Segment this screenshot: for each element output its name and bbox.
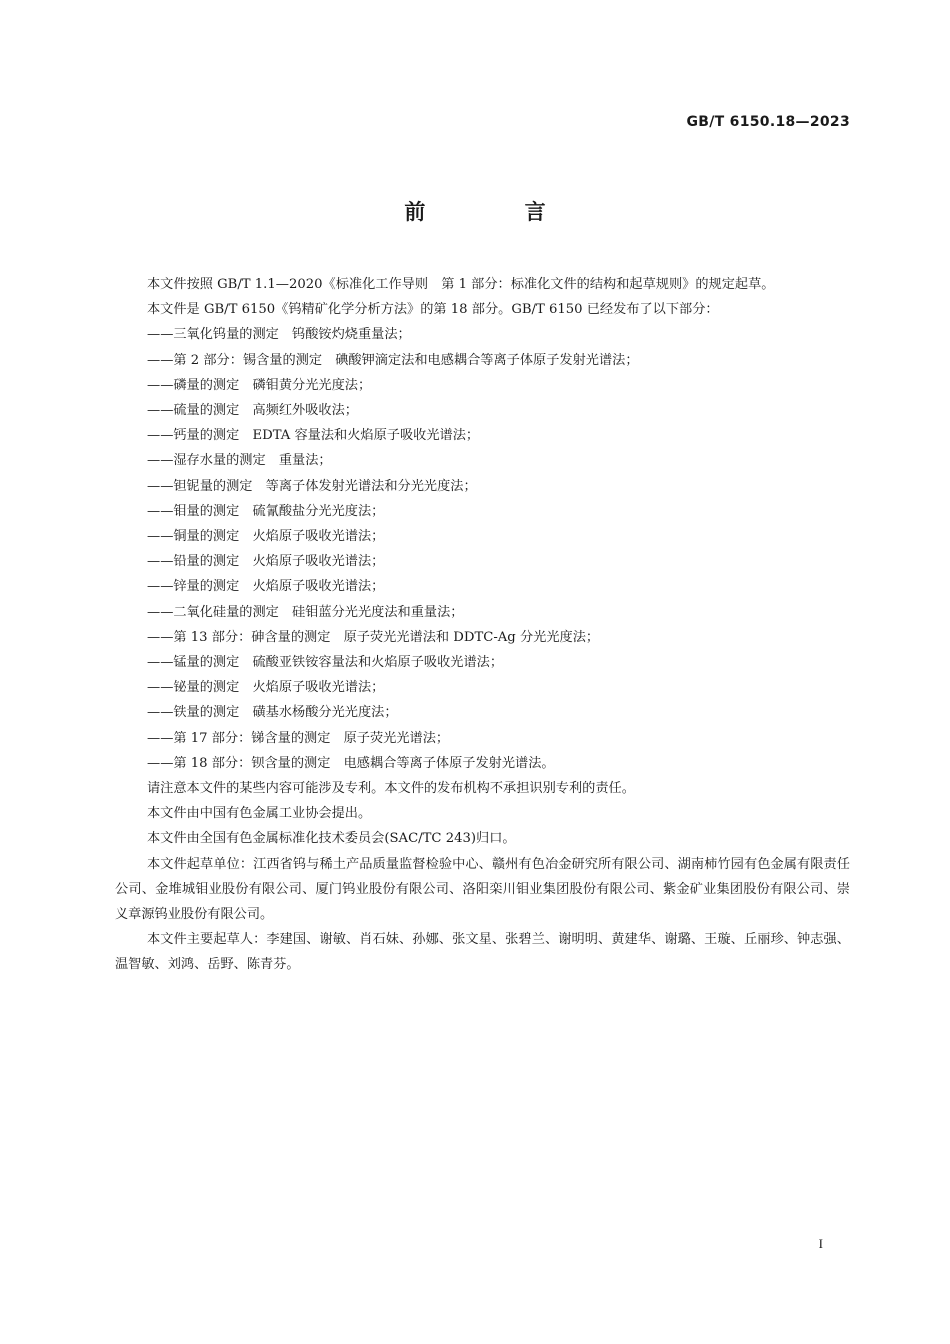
intro-paragraph: 本文件是 GB/T 6150《钨精矿化学分析方法》的第 18 部分。GB/T 6150 已经发布了以下部分： [147,302,719,318]
committee-statement: 本文件由全国有色金属标准化技术委员会(SAC/TC 243)归口。 [147,831,516,847]
part-list-item: ——三氧化钨量的测定 钨酸铵灼烧重量法； [147,327,411,343]
part-list-item: ——二氧化硅量的测定 硅钼蓝分光光度法和重量法； [147,604,464,620]
part-list-item: ——铁量的测定 磺基水杨酸分光光度法； [147,705,398,721]
proposer-statement: 本文件由中国有色金属工业协会提出。 [147,806,372,822]
part-list-item: ——锰量的测定 硫酸亚铁铵容量法和火焰原子吸收光谱法； [147,655,504,671]
part-list-item: ——硫量的测定 高频红外吸收法； [147,403,358,419]
part-list-item: ——第 2 部分：锡含量的测定 碘酸钾滴定法和电感耦合等离子体原子发射光谱法； [147,352,639,368]
part-list-item: ——钼量的测定 硫氰酸盐分光光度法； [147,503,385,519]
page-number: I [818,1236,823,1251]
part-list-item: ——铋量的测定 火焰原子吸收光谱法； [147,680,385,696]
main-drafters: 本文件主要起草人：李建国、谢敏、肖石妹、孙娜、张文星、张碧兰、谢明明、黄建华、谢璐、王璇、丘丽珍、钟志强、温智敏、刘鸿、岳野、陈青芬。 [115,932,850,973]
part-list-item: ——铅量的测定 火焰原子吸收光谱法； [147,554,385,570]
drafting-units: 本文件起草单位：江西省钨与稀土产品质量监督检验中心、赣州有色冶金研究所有限公司、湖南柿竹园有色金属有限责任公司、金堆城钼业股份有限公司、厦门钨业股份有限公司、洛阳栾川钼业集团股份有限公司、紫金矿业集团股份有限公司、崇义章源钨业股份有限公司。 [115,856,850,923]
part-list-item: ——第 13 部分：砷含量的测定 原子荧光光谱法和 DDTC-Ag 分光光度法； [147,629,600,645]
part-list-item: ——钽铌量的测定 等离子体发射光谱法和分光光度法； [147,478,477,494]
part-list-item: ——锌量的测定 火焰原子吸收光谱法； [147,579,385,595]
part-list-item: ——湿存水量的测定 重量法； [147,453,332,469]
foreword-body [115,272,850,978]
standard-code: GB/T 6150.18—2023 [686,114,850,130]
part-list-item: ——第 18 部分：钡含量的测定 电感耦合等离子体原子发射光谱法。 [147,755,555,771]
part-list-item: ——磷量的测定 磷钼黄分光光度法； [147,377,372,393]
part-list-item: ——钙量的测定 EDTA 容量法和火焰原子吸收光谱法； [147,428,480,444]
part-list-item: ——第 17 部分：锑含量的测定 原子荧光光谱法； [147,730,450,746]
page-title: 前 言 [404,200,592,224]
part-list-item: ——铜量的测定 火焰原子吸收光谱法； [147,529,385,545]
intro-paragraph: 本文件按照 GB/T 1.1—2020《标准化工作导则 第 1 部分：标准化文件的结构和起草规则》的规定起草。 [147,277,775,292]
patent-notice: 请注意本文件的某些内容可能涉及专利。本文件的发布机构不承担识别专利的责任。 [147,781,635,797]
